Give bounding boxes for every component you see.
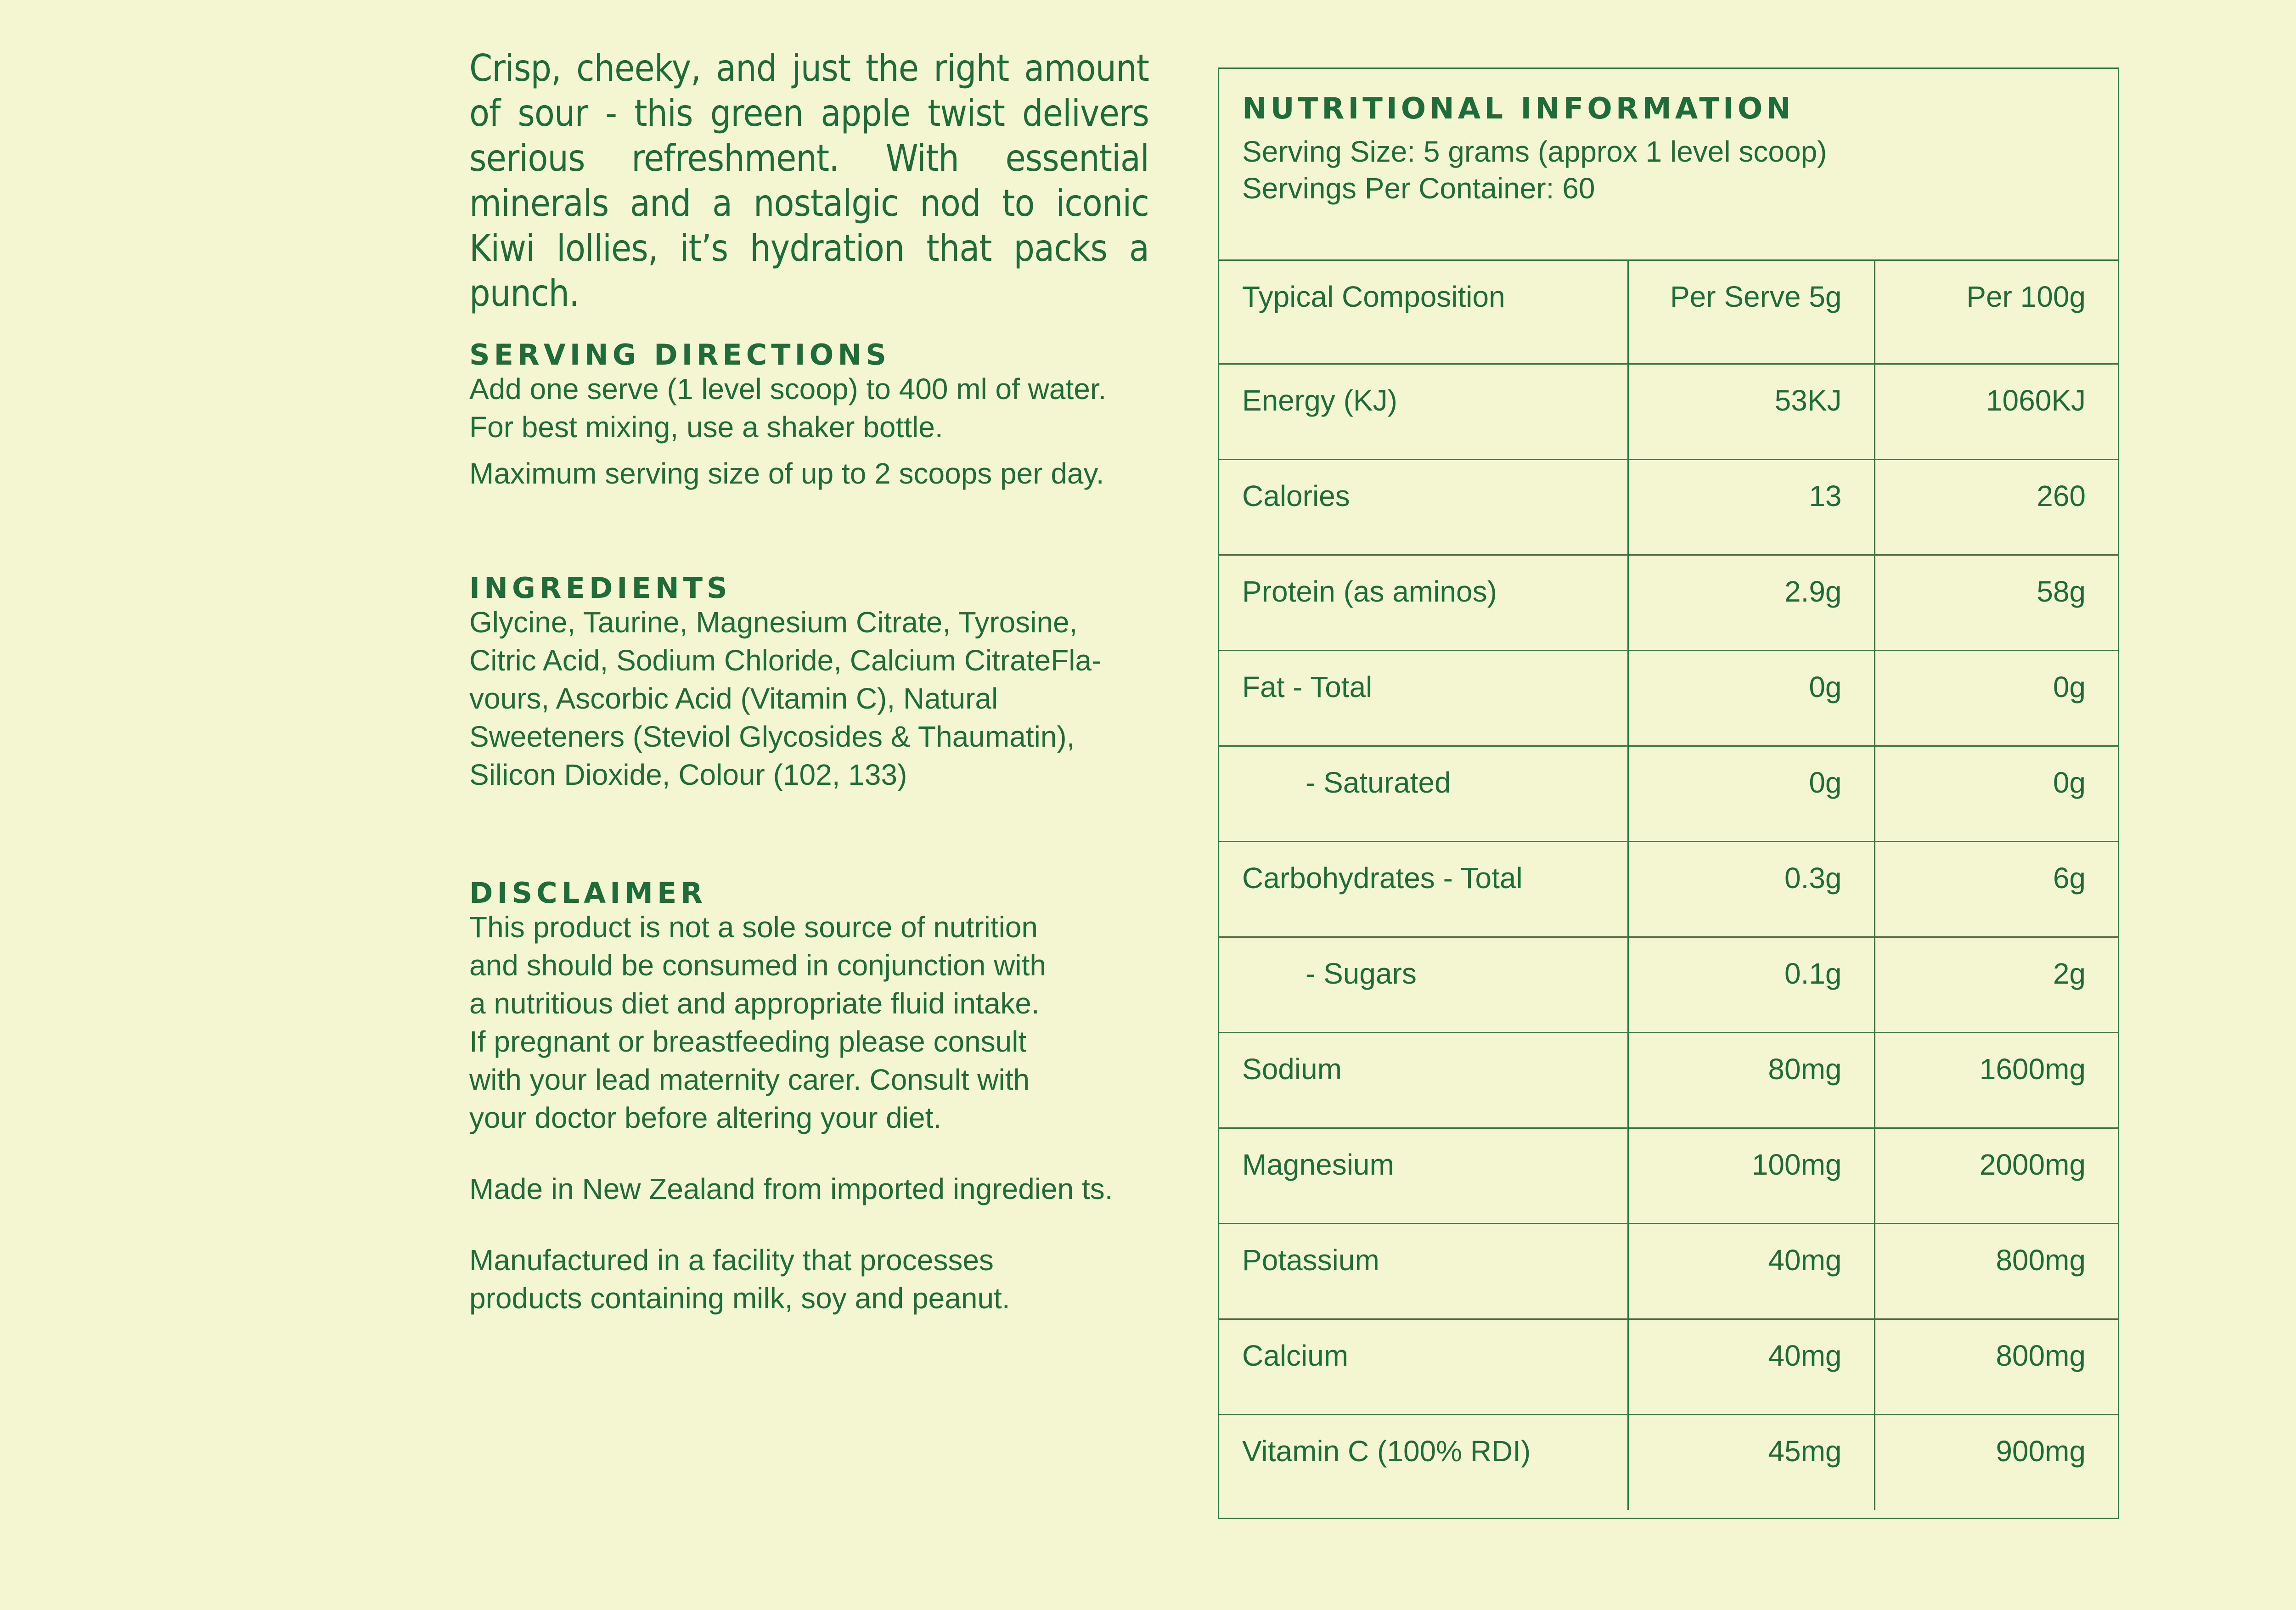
per-serve-value: 0g: [1628, 746, 1874, 841]
per-serve-value: 80mg: [1628, 1032, 1874, 1128]
per-100g-value: 2g: [1874, 937, 2118, 1032]
per-serve-value: 53KJ: [1628, 364, 1874, 459]
ingredients-line: vours, Ascorbic Acid (Vitamin C), Natural: [469, 682, 998, 715]
disclaimer-line: and should be consumed in conjunction with: [469, 949, 1046, 982]
servings-per-container: Servings Per Container: 60: [1242, 172, 1595, 205]
table-row: [1219, 1032, 2118, 1128]
nutrient-name: Calories: [1219, 459, 1628, 555]
nutrition-table: [1219, 261, 2118, 1510]
ingredients-line: Glycine, Taurine, Magnesium Citrate, Tyrosine,: [469, 606, 1078, 639]
per-serve-value: 2.9g: [1628, 555, 1874, 650]
ingredients-line: Citric Acid, Sodium Chloride, Calcium CitrateFla-: [469, 644, 1102, 677]
nutrition-title: NUTRITIONAL INFORMATION: [1242, 92, 1795, 126]
serving-directions-section: [469, 340, 1149, 493]
table-row: [1219, 650, 2118, 746]
per-100g-value: 2000mg: [1874, 1128, 2118, 1223]
ingredients-heading: INGREDIENTS: [469, 571, 732, 605]
per-serve-value: 13: [1628, 459, 1874, 555]
per-serve-value: 40mg: [1628, 1223, 1874, 1319]
table-row: [1219, 459, 2118, 555]
ingredients-line: Silicon Dioxide, Colour (102, 133): [469, 758, 907, 791]
serving-size: Serving Size: 5 grams (approx 1 level scoop): [1242, 135, 1827, 168]
per-100g-value: 0g: [1874, 650, 2118, 746]
table-row: [1219, 364, 2118, 459]
per-100g-value: 6g: [1874, 841, 2118, 937]
manufactured-line: products containing milk, soy and peanut.: [469, 1282, 1010, 1315]
disclaimer-heading: DISCLAIMER: [469, 876, 707, 910]
table-row: [1219, 841, 2118, 937]
nutrient-name: Calcium: [1219, 1319, 1628, 1414]
serving-directions-heading: SERVING DIRECTIONS: [469, 338, 890, 372]
column-header: Typical Composition: [1219, 261, 1628, 364]
table-row: [1219, 937, 2118, 1032]
per-100g-value: 800mg: [1874, 1319, 2118, 1414]
per-serve-value: 0.1g: [1628, 937, 1874, 1032]
per-100g-value: 1060KJ: [1874, 364, 2118, 459]
manufactured-line: Manufactured in a facility that processes: [469, 1244, 994, 1277]
ingredients-line: Sweeteners (Steviol Glycosides & Thaumatin),: [469, 720, 1075, 753]
column-header: Per 100g: [1966, 280, 2086, 313]
table-row: [1219, 1128, 2118, 1223]
disclaimer-line: If pregnant or breastfeeding please consult: [469, 1025, 1027, 1058]
nutrient-name: Protein (as aminos): [1219, 555, 1628, 650]
table-row: [1219, 746, 2118, 841]
nutrient-name: Carbohydrates - Total: [1219, 841, 1628, 937]
disclaimer-line: This product is not a sole source of nutrition: [469, 911, 1038, 944]
table-row: [1219, 555, 2118, 650]
disclaimer-line: your doctor before altering your diet.: [469, 1101, 942, 1134]
per-serve-value: 100mg: [1628, 1128, 1874, 1223]
table-row: [1219, 1223, 2118, 1319]
nutrient-name: - Sugars: [1219, 937, 1628, 1032]
table-row: [1219, 1414, 2118, 1510]
per-100g-value: 800mg: [1874, 1223, 2118, 1319]
per-100g-value: 0g: [1874, 746, 2118, 841]
table-row: [1219, 1319, 2118, 1414]
per-serve-value: 40mg: [1628, 1319, 1874, 1414]
nutrient-name: Magnesium: [1219, 1128, 1628, 1223]
nutrition-panel-header: [1219, 69, 2118, 261]
nutrient-name: Vitamin C (100% RDI): [1219, 1414, 1628, 1510]
serving-line: Add one serve (1 level scoop) to 400 ml of water.: [469, 372, 1107, 405]
product-description: Crisp, cheeky, and just the right amount of sour - this green apple twist delivers serious refreshment. With essential minerals and a nostalgic nod to iconic Kiwi lollies, it’s hydration that packs a punch.: [469, 47, 1149, 315]
serving-line: For best mixing, use a shaker bottle.: [469, 411, 943, 444]
per-100g-value: 900mg: [1874, 1414, 2118, 1510]
nutrient-name: Potassium: [1219, 1223, 1628, 1319]
per-serve-value: 45mg: [1628, 1414, 1874, 1510]
nutrient-name: Sodium: [1219, 1032, 1628, 1128]
disclaimer-line: a nutritious diet and appropriate fluid intake.: [469, 987, 1040, 1020]
serving-max-line: Maximum serving size of up to 2 scoops per day.: [469, 457, 1104, 490]
nutrient-name: Energy (KJ): [1219, 364, 1628, 459]
table-header-row: [1219, 261, 2118, 364]
nutrient-name: Fat - Total: [1219, 650, 1628, 746]
ingredients-section: [469, 573, 1149, 794]
left-column: [469, 46, 1149, 1315]
per-100g-value: 260: [1874, 459, 2118, 555]
disclaimer-line: with your lead maternity carer. Consult with: [469, 1063, 1030, 1096]
per-serve-value: 0g: [1628, 650, 1874, 746]
column-header: Per Serve 5g: [1628, 261, 1874, 364]
per-100g-value: 1600mg: [1874, 1032, 2118, 1128]
per-100g-value: 58g: [1874, 555, 2118, 650]
per-serve-value: 0.3g: [1628, 841, 1874, 937]
disclaimer-section: [469, 878, 1149, 1317]
nutrition-panel: [1218, 68, 2119, 1519]
made-in-line: Made in New Zealand from imported ingredien ts.: [469, 1172, 1113, 1205]
nutrient-name: - Saturated: [1219, 746, 1628, 841]
